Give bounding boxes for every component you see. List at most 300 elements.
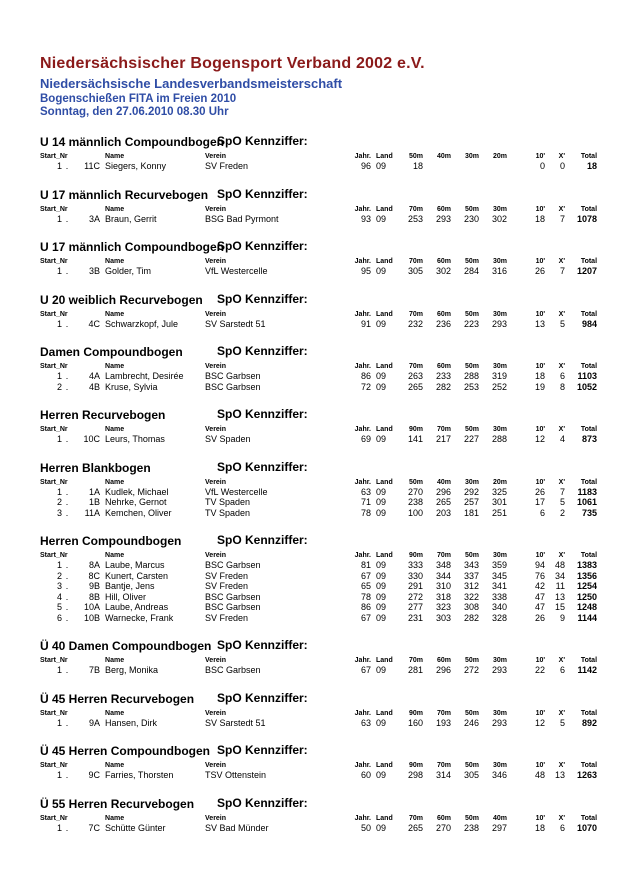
cell-verein: SV Sarstedt 51 xyxy=(205,318,266,329)
cell-score: 297 xyxy=(491,822,508,833)
col-header-total: Total xyxy=(580,205,598,213)
cell-total: 735 xyxy=(581,507,598,518)
cell-start-nr: 4B xyxy=(89,381,101,392)
cell-rank: 1 xyxy=(56,213,62,224)
col-header-name: Name xyxy=(105,363,125,370)
cell-rank-dot: . xyxy=(65,717,69,728)
cell-start-nr: 4C xyxy=(88,318,101,329)
cell-tens: 0 xyxy=(540,161,546,171)
table-header-row xyxy=(40,814,597,823)
cell-tens: 12 xyxy=(535,434,546,444)
results-table xyxy=(40,656,597,676)
cell-score: 344 xyxy=(435,570,452,581)
cell-land: 09 xyxy=(376,560,387,570)
col-header-name: Name xyxy=(105,426,125,433)
spo-kennziffer-label: SpO Kennziffer: xyxy=(217,743,308,757)
col-header-distance: 30m xyxy=(493,258,508,265)
cell-score xyxy=(423,161,451,172)
cell-verein: SV Freden xyxy=(205,570,249,581)
cell-verein: SV Freden xyxy=(205,581,249,591)
cell-rank-dot: . xyxy=(65,486,69,497)
category-title: U 14 männlich Compoundbogen xyxy=(40,135,225,149)
cell-score: 319 xyxy=(491,371,508,381)
col-header-distance: 70m xyxy=(437,709,452,717)
col-header-jahr: Jahr. xyxy=(354,426,372,433)
result-row xyxy=(40,613,597,624)
col-header-total: Total xyxy=(580,258,598,265)
result-row xyxy=(40,214,597,225)
spo-kennziffer-label: SpO Kennziffer: xyxy=(217,459,308,474)
cell-score: 203 xyxy=(435,507,452,518)
col-header-distance: 30m xyxy=(493,310,508,318)
section-head xyxy=(40,744,597,757)
spo-kennziffer-label: SpO Kennziffer: xyxy=(217,134,308,148)
result-section xyxy=(40,461,597,519)
col-header-name: Name xyxy=(105,153,125,160)
cell-rank: 3 xyxy=(56,507,62,518)
col-header-start-nr: Start_Nr xyxy=(40,814,68,822)
section-head xyxy=(40,188,597,201)
result-section xyxy=(40,797,597,834)
cell-rank: 1 xyxy=(56,434,62,444)
col-header-distance: 50m xyxy=(465,657,480,664)
cell-jahr: 78 xyxy=(361,507,372,518)
col-header-distance: 50m xyxy=(465,709,480,717)
cell-score: 292 xyxy=(463,486,480,497)
col-header-total: Total xyxy=(580,762,598,769)
col-header-total: Total xyxy=(580,153,598,160)
col-header-distance: 90m xyxy=(409,709,424,717)
cell-score: 305 xyxy=(463,770,480,780)
col-header-x: X' xyxy=(558,363,566,370)
col-header-verein: Verein xyxy=(205,709,227,717)
cell-name: Hill, Oliver xyxy=(105,591,147,602)
col-header-distance: 70m xyxy=(409,657,424,664)
cell-start-nr: 1A xyxy=(89,486,101,497)
cell-score: 291 xyxy=(407,581,424,591)
col-header-distance: 70m xyxy=(409,363,424,370)
cell-x: 5 xyxy=(560,717,566,728)
result-section xyxy=(40,692,597,729)
cell-tens: 6 xyxy=(540,507,546,518)
col-header-distance: 30m xyxy=(493,709,508,717)
results-table xyxy=(40,257,597,277)
cell-tens: 18 xyxy=(535,371,546,381)
cell-score: 301 xyxy=(491,497,508,507)
cell-rank-dot: . xyxy=(65,497,69,507)
cell-rank: 1 xyxy=(56,161,62,171)
col-header-distance: 50m xyxy=(409,478,424,486)
col-header-start-nr: Start_Nr xyxy=(40,258,68,265)
col-header-land: Land xyxy=(376,709,393,717)
col-header-x: X' xyxy=(558,258,566,265)
cell-name: Laube, Marcus xyxy=(105,560,165,570)
cell-total: 1183 xyxy=(577,486,598,497)
col-header-distance: 60m xyxy=(437,657,452,664)
table-header-row xyxy=(40,310,597,319)
cell-score: 305 xyxy=(407,266,424,276)
cell-total: 1103 xyxy=(577,371,598,381)
results-table xyxy=(40,761,597,781)
cell-x: 48 xyxy=(555,560,566,570)
col-header-jahr: Jahr. xyxy=(354,310,372,318)
col-header-name: Name xyxy=(105,814,125,822)
cell-name: Schütte Günter xyxy=(105,822,166,833)
col-header-jahr: Jahr. xyxy=(354,205,372,213)
col-header-distance: 60m xyxy=(437,310,452,318)
cell-total: 1383 xyxy=(576,560,598,570)
result-section xyxy=(40,639,597,676)
document-subtitle: Niedersächsische Landesverbandsmeisterschaft xyxy=(40,76,343,91)
cell-x: 11 xyxy=(555,581,566,591)
cell-score: 251 xyxy=(491,507,508,518)
cell-rank: 6 xyxy=(56,612,62,623)
col-header-jahr: Jahr. xyxy=(354,657,372,664)
cell-land: 09 xyxy=(376,581,387,591)
result-row xyxy=(40,770,597,781)
cell-score: 310 xyxy=(435,581,452,591)
col-header-distance: 20m xyxy=(493,478,508,486)
spo-kennziffer-label: SpO Kennziffer: xyxy=(217,291,308,306)
cell-land: 09 xyxy=(376,266,387,276)
col-header-name: Name xyxy=(105,310,125,318)
cell-total: 1254 xyxy=(576,581,598,591)
cell-start-nr: 9A xyxy=(89,717,101,728)
document-header xyxy=(40,55,597,119)
cell-rank: 1 xyxy=(56,486,62,497)
col-header-total: Total xyxy=(580,709,598,717)
cell-x: 6 xyxy=(560,665,566,675)
cell-tens: 17 xyxy=(535,497,546,507)
cell-score: 316 xyxy=(491,266,508,276)
table-header-row xyxy=(40,257,597,266)
cell-score: 293 xyxy=(435,213,452,224)
col-header-distance: 50m xyxy=(465,552,480,559)
col-header-start-nr: Start_Nr xyxy=(40,762,68,769)
cell-x: 4 xyxy=(560,434,566,444)
cell-score: 270 xyxy=(435,822,452,833)
cell-score: 296 xyxy=(435,665,452,675)
col-header-distance: 50m xyxy=(465,762,480,769)
cell-verein: SV Freden xyxy=(205,612,249,623)
cell-total: 1207 xyxy=(576,266,598,276)
cell-score: 308 xyxy=(463,602,480,612)
col-header-land: Land xyxy=(376,814,393,822)
cell-land: 09 xyxy=(376,570,387,581)
col-header-name: Name xyxy=(105,478,125,486)
cell-rank-dot: . xyxy=(65,570,69,581)
results-table xyxy=(40,152,597,172)
category-title: Herren Blankbogen xyxy=(40,460,151,475)
col-header-tens: 10' xyxy=(535,709,546,717)
table-header-row xyxy=(40,551,597,560)
result-section xyxy=(40,293,597,330)
cell-rank-dot: . xyxy=(65,266,69,276)
cell-tens: 26 xyxy=(535,266,546,276)
cell-rank-dot: . xyxy=(65,581,69,591)
col-header-distance: 30m xyxy=(493,205,508,213)
col-header-start-nr: Start_Nr xyxy=(40,363,68,370)
col-header-tens: 10' xyxy=(535,814,546,822)
cell-land: 09 xyxy=(376,213,387,224)
cell-score: 338 xyxy=(491,591,508,602)
col-header-land: Land xyxy=(376,762,393,769)
cell-total: 1142 xyxy=(577,665,598,675)
result-section xyxy=(40,345,597,392)
cell-score: 246 xyxy=(463,717,480,728)
col-header-distance: 50m xyxy=(465,258,480,265)
cell-name: Hansen, Dirk xyxy=(105,717,158,728)
col-header-x: X' xyxy=(558,814,566,822)
document-title: Niedersächsischer Bogensport Verband 2002 e.V. xyxy=(40,55,425,72)
cell-x: 9 xyxy=(560,612,566,623)
col-header-land: Land xyxy=(376,258,393,265)
cell-x: 13 xyxy=(555,591,566,602)
col-header-verein: Verein xyxy=(205,478,227,486)
cell-start-nr: 3A xyxy=(89,213,101,224)
cell-tens: 76 xyxy=(535,570,546,581)
results-table xyxy=(40,478,597,519)
cell-land: 09 xyxy=(376,371,387,381)
cell-score: 340 xyxy=(491,602,508,612)
results-table xyxy=(40,310,597,330)
cell-score: 265 xyxy=(407,381,424,392)
cell-name: Farries, Thorsten xyxy=(105,770,174,780)
cell-name: Bantje, Jens xyxy=(105,581,155,591)
cell-name: Braun, Gerrit xyxy=(105,213,157,224)
cell-jahr: 63 xyxy=(361,717,372,728)
cell-jahr: 60 xyxy=(361,770,372,780)
cell-verein: SV Sarstedt 51 xyxy=(205,717,266,728)
col-header-distance: 70m xyxy=(437,426,452,433)
col-header-land: Land xyxy=(376,426,393,433)
result-row xyxy=(40,592,597,603)
section-head xyxy=(40,692,597,705)
col-header-tens: 10' xyxy=(535,258,546,265)
cell-land: 09 xyxy=(376,665,387,675)
result-row xyxy=(40,665,597,676)
col-header-start-nr: Start_Nr xyxy=(40,310,68,318)
cell-tens: 22 xyxy=(535,665,546,675)
cell-score: 181 xyxy=(463,507,480,518)
cell-start-nr: 8C xyxy=(88,570,101,581)
cell-rank-dot: . xyxy=(65,161,69,171)
col-header-total: Total xyxy=(580,363,598,370)
col-header-distance: 70m xyxy=(409,310,424,318)
spo-kennziffer-label: SpO Kennziffer: xyxy=(217,795,308,810)
cell-name: Laube, Andreas xyxy=(105,602,169,612)
cell-score: 253 xyxy=(407,213,424,224)
cell-land: 09 xyxy=(376,161,387,171)
results-table xyxy=(40,709,597,729)
col-header-x: X' xyxy=(558,552,566,559)
cell-score: 318 xyxy=(435,591,452,602)
cell-total: 1263 xyxy=(576,770,598,780)
cell-total: 1250 xyxy=(576,591,598,602)
col-header-tens: 10' xyxy=(535,205,546,213)
col-header-distance: 70m xyxy=(409,814,424,822)
col-header-distance: 50m xyxy=(409,153,424,160)
result-row xyxy=(40,508,597,519)
col-header-start-nr: Start_Nr xyxy=(40,709,68,717)
event-datetime: Sonntag, den 27.06.2010 08.30 Uhr xyxy=(40,106,229,118)
cell-land: 09 xyxy=(376,591,387,602)
col-header-jahr: Jahr. xyxy=(354,814,372,822)
col-header-distance: 70m xyxy=(437,762,452,769)
cell-tens: 26 xyxy=(535,612,546,623)
cell-total: 1144 xyxy=(577,612,598,623)
cell-score: 302 xyxy=(491,213,508,224)
cell-score: 298 xyxy=(407,770,424,780)
cell-score: 359 xyxy=(491,560,508,570)
category-title: Ü 45 Herren Compoundbogen xyxy=(40,744,211,758)
cell-score: 272 xyxy=(463,665,480,675)
col-header-x: X' xyxy=(558,709,566,717)
col-header-tens: 10' xyxy=(535,363,546,370)
col-header-distance: 50m xyxy=(465,363,480,370)
col-header-x: X' xyxy=(558,762,566,769)
cell-x: 7 xyxy=(560,266,566,276)
col-header-x: X' xyxy=(558,657,566,664)
result-row xyxy=(40,823,597,834)
result-section xyxy=(40,408,597,445)
col-header-land: Land xyxy=(376,552,393,559)
cell-score: 272 xyxy=(407,591,424,602)
cell-tens: 94 xyxy=(535,560,546,570)
cell-score: 296 xyxy=(435,486,452,497)
cell-score: 277 xyxy=(407,602,424,612)
cell-score: 323 xyxy=(435,602,452,612)
section-head xyxy=(40,135,597,148)
cell-score: 160 xyxy=(407,717,424,728)
table-header-row xyxy=(40,205,597,214)
cell-score: 328 xyxy=(491,612,508,623)
cell-jahr: 67 xyxy=(361,612,372,623)
col-header-x: X' xyxy=(558,426,566,433)
col-header-land: Land xyxy=(376,310,393,318)
cell-score: 302 xyxy=(435,266,452,276)
cell-jahr: 69 xyxy=(361,434,372,444)
cell-score: 288 xyxy=(463,371,480,381)
cell-total: 1248 xyxy=(576,602,598,612)
result-row xyxy=(40,319,597,330)
col-header-start-nr: Start_Nr xyxy=(40,478,68,486)
cell-tens: 26 xyxy=(535,486,546,497)
cell-x: 7 xyxy=(560,486,566,497)
cell-name: Kunert, Carsten xyxy=(105,570,169,581)
cell-tens: 47 xyxy=(535,602,546,612)
cell-rank: 2 xyxy=(56,497,62,507)
cell-x: 2 xyxy=(560,507,566,518)
cell-x: 0 xyxy=(560,161,566,171)
cell-rank: 1 xyxy=(56,665,62,675)
cell-jahr: 65 xyxy=(361,581,372,591)
result-section xyxy=(40,744,597,781)
result-row xyxy=(40,434,597,445)
cell-rank-dot: . xyxy=(65,822,69,833)
cell-rank-dot: . xyxy=(65,507,69,518)
cell-name: Kudlek, Michael xyxy=(105,486,169,497)
cell-name: Berg, Monika xyxy=(105,665,159,675)
col-header-distance: 30m xyxy=(465,153,480,160)
cell-verein: BSC Garbsen xyxy=(205,665,261,675)
result-section xyxy=(40,188,597,225)
col-header-verein: Verein xyxy=(205,258,227,265)
result-row xyxy=(40,571,597,582)
cell-rank: 2 xyxy=(56,381,62,392)
col-header-verein: Verein xyxy=(205,552,227,559)
col-header-distance: 50m xyxy=(465,310,480,318)
col-header-distance: 30m xyxy=(493,552,508,559)
cell-verein: BSC Garbsen xyxy=(205,381,261,392)
table-header-row xyxy=(40,656,597,665)
col-header-name: Name xyxy=(105,709,125,717)
cell-rank-dot: . xyxy=(65,371,69,381)
cell-jahr: 91 xyxy=(361,318,372,329)
cell-score: 233 xyxy=(435,371,452,381)
col-header-distance: 20m xyxy=(493,153,508,160)
category-title: Herren Recurvebogen xyxy=(40,408,166,422)
cell-jahr: 67 xyxy=(361,570,372,581)
col-header-jahr: Jahr. xyxy=(354,258,372,265)
cell-jahr: 72 xyxy=(361,381,372,392)
spo-kennziffer-label: SpO Kennziffer: xyxy=(217,533,308,547)
col-header-distance: 30m xyxy=(465,478,480,486)
col-header-tens: 10' xyxy=(535,657,546,664)
col-header-land: Land xyxy=(376,153,393,160)
cell-rank: 1 xyxy=(56,266,62,276)
col-header-tens: 10' xyxy=(535,552,546,559)
col-header-verein: Verein xyxy=(205,814,227,822)
col-header-total: Total xyxy=(580,310,598,318)
spo-kennziffer-label: SpO Kennziffer: xyxy=(217,690,308,705)
table-header-row xyxy=(40,362,597,371)
cell-rank-dot: . xyxy=(65,213,69,224)
cell-start-nr: 9B xyxy=(89,581,101,591)
category-title: Herren Compoundbogen xyxy=(40,534,182,548)
cell-rank-dot: . xyxy=(65,591,69,602)
cell-start-nr: 8B xyxy=(89,591,101,602)
spo-kennziffer-label: SpO Kennziffer: xyxy=(217,638,308,652)
cell-tens: 18 xyxy=(535,213,546,224)
result-section xyxy=(40,240,597,277)
col-header-distance: 50m xyxy=(465,426,480,433)
result-row xyxy=(40,560,597,571)
cell-start-nr: 11C xyxy=(84,161,101,171)
section-head xyxy=(40,534,597,547)
col-header-total: Total xyxy=(580,478,598,486)
col-header-distance: 90m xyxy=(409,552,424,559)
cell-land: 09 xyxy=(376,318,387,329)
cell-start-nr: 1B xyxy=(89,497,101,507)
cell-score: 293 xyxy=(491,717,508,728)
cell-score: 345 xyxy=(491,570,508,581)
cell-tens: 19 xyxy=(535,381,546,392)
cell-land: 09 xyxy=(376,602,387,612)
cell-rank-dot: . xyxy=(65,665,69,675)
cell-total: 873 xyxy=(581,434,598,444)
results-table xyxy=(40,551,597,623)
cell-x: 7 xyxy=(560,213,566,224)
cell-name: Leurs, Thomas xyxy=(105,434,165,444)
cell-total: 1078 xyxy=(576,213,598,224)
cell-score: 238 xyxy=(463,822,480,833)
table-header-row xyxy=(40,709,597,718)
results-sections xyxy=(40,135,597,833)
cell-score: 322 xyxy=(463,591,480,602)
cell-rank: 5 xyxy=(56,602,62,612)
col-header-x: X' xyxy=(558,205,566,213)
